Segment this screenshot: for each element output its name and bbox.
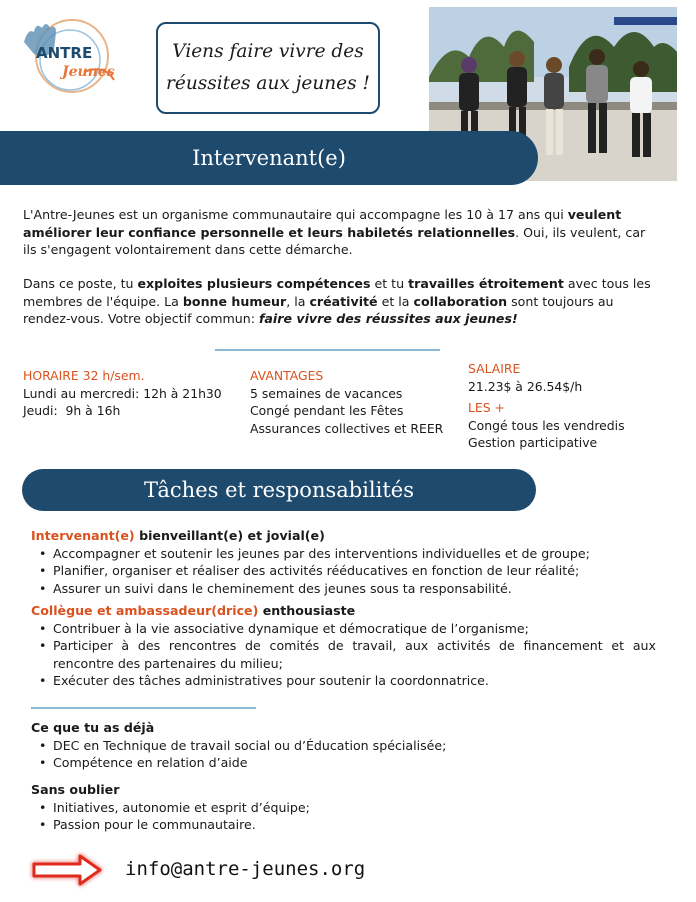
tasks-banner xyxy=(22,469,536,511)
intro-text: L'Antre-Jeunes est un organisme communautaire qui accompagne les 10 à 17 ans qui xyxy=(23,207,568,222)
divider xyxy=(215,349,440,351)
intro-bold-italic: faire vivre des réussites aux jeunes! xyxy=(258,311,518,326)
intro-bold: travailles étroitement xyxy=(408,276,564,291)
logo-text-bottom: Jeunes xyxy=(62,64,115,80)
list-item: • Accompagner et soutenir les jeunes par des interventions individuelles et de groupe; xyxy=(31,545,656,563)
avantages-line: Assurances collectives et REER xyxy=(250,420,444,436)
extras-list xyxy=(31,799,656,834)
heading-text: bienveillant(e) et jovial(e) xyxy=(134,528,325,543)
avantages-column xyxy=(250,367,460,437)
intro-paragraph-2 xyxy=(23,275,653,328)
list-item: • Contribuer à la vie associative dynamique et démocratique de l’organisme; xyxy=(31,620,656,638)
logo xyxy=(14,12,124,107)
divider xyxy=(31,707,256,709)
avantages-line: 5 semaines de vacances xyxy=(250,385,403,401)
plus-line: Gestion participative xyxy=(468,435,598,450)
job-title: Intervenant(e) xyxy=(192,146,346,170)
title-banner xyxy=(0,131,538,185)
requirement-list xyxy=(31,737,656,772)
list-item: • Participer à des rencontres de comités de travail, aux activités de financement et aux rencontre des partenaires du milieu; xyxy=(31,637,656,672)
intro-text: . Oui, ils veulent, car ils s'engagent volontairement dans cette démarche. xyxy=(23,224,646,257)
salaire-column xyxy=(468,360,668,452)
plus-line: Congé tous les vendredis xyxy=(468,417,625,433)
intro-bold: veulent améliorer leur confiance personnelle et leurs habiletés relationnelles xyxy=(23,207,622,240)
horaire-line: Jeudi: 9h à 16h xyxy=(23,403,121,418)
avantages-line: Congé pendant les Fêtes xyxy=(250,403,404,418)
plus-heading: LES + xyxy=(468,400,505,415)
task-list xyxy=(31,620,656,690)
intro-text: Dans ce poste, tu xyxy=(23,276,138,291)
intro-text: avec tous les membres de l'équipe. La xyxy=(23,276,651,309)
intro-paragraph-1 xyxy=(23,206,653,259)
section-collegue xyxy=(31,602,656,690)
contact-email[interactable]: info@antre-jeunes.org xyxy=(125,858,366,880)
intro-text: , la xyxy=(286,293,310,309)
section-intervenant xyxy=(31,527,656,597)
list-item: • Planifier, organiser et réaliser des activités rééducatives en fonction de leur réalité; xyxy=(31,562,656,580)
section-heading xyxy=(31,602,656,620)
heading-accent: Intervenant(e) xyxy=(31,528,135,543)
intro-text: et tu xyxy=(370,276,409,291)
horaire-heading: HORAIRE 32 h/sem. xyxy=(23,368,145,383)
intro-bold: bonne humeur xyxy=(182,293,287,309)
tasks-title: Tâches et responsabilités xyxy=(143,478,415,502)
task-list xyxy=(31,545,656,598)
arrow-right-icon xyxy=(28,850,108,890)
intro-bold: exploites plusieurs compétences xyxy=(137,276,371,291)
horaire-column xyxy=(23,367,238,420)
list-item: • DEC en Technique de travail social ou d’Éducation spécialisée; xyxy=(31,737,656,755)
section-heading: Ce que tu as déjà xyxy=(31,720,155,735)
horaire-line: Lundi au mercredi: 12h à 21h30 xyxy=(23,385,222,401)
heading-accent: Collègue et ambassadeur(drice) xyxy=(31,603,259,618)
intro-bold: créativité xyxy=(309,293,378,309)
list-item: • Compétence en relation d’aide xyxy=(31,754,656,772)
list-item: • Passion pour le communautaire. xyxy=(31,816,656,834)
intro-text: sont toujours au rendez-vous. Votre objectif commun: xyxy=(23,293,614,326)
slogan-line-2: réussites aux jeunes ! xyxy=(166,73,370,94)
heading-text: enthousiaste xyxy=(258,603,356,618)
section-heading: Sans oublier xyxy=(31,782,120,797)
salaire-value: 21.23$ à 26.54$/h xyxy=(468,378,583,394)
section-heading xyxy=(31,527,656,545)
list-item: • Initiatives, autonomie et esprit d’équipe; xyxy=(31,799,656,817)
logo-text-top: ANTRE xyxy=(36,44,93,62)
slogan-line-1: Viens faire vivre des xyxy=(172,41,364,62)
intro-bold: collaboration xyxy=(413,293,508,309)
list-item: • Assurer un suivi dans le cheminement des jeunes sous ta responsabilité. xyxy=(31,580,656,598)
list-item: • Exécuter des tâches administratives pour soutenir la coordonnatrice. xyxy=(31,672,656,690)
avantages-heading: AVANTAGES xyxy=(250,368,324,383)
section-requirements xyxy=(31,719,656,772)
slogan-box xyxy=(156,22,380,114)
section-extras xyxy=(31,781,656,834)
salaire-heading: SALAIRE xyxy=(468,361,521,376)
intro-text: et la xyxy=(377,293,414,309)
